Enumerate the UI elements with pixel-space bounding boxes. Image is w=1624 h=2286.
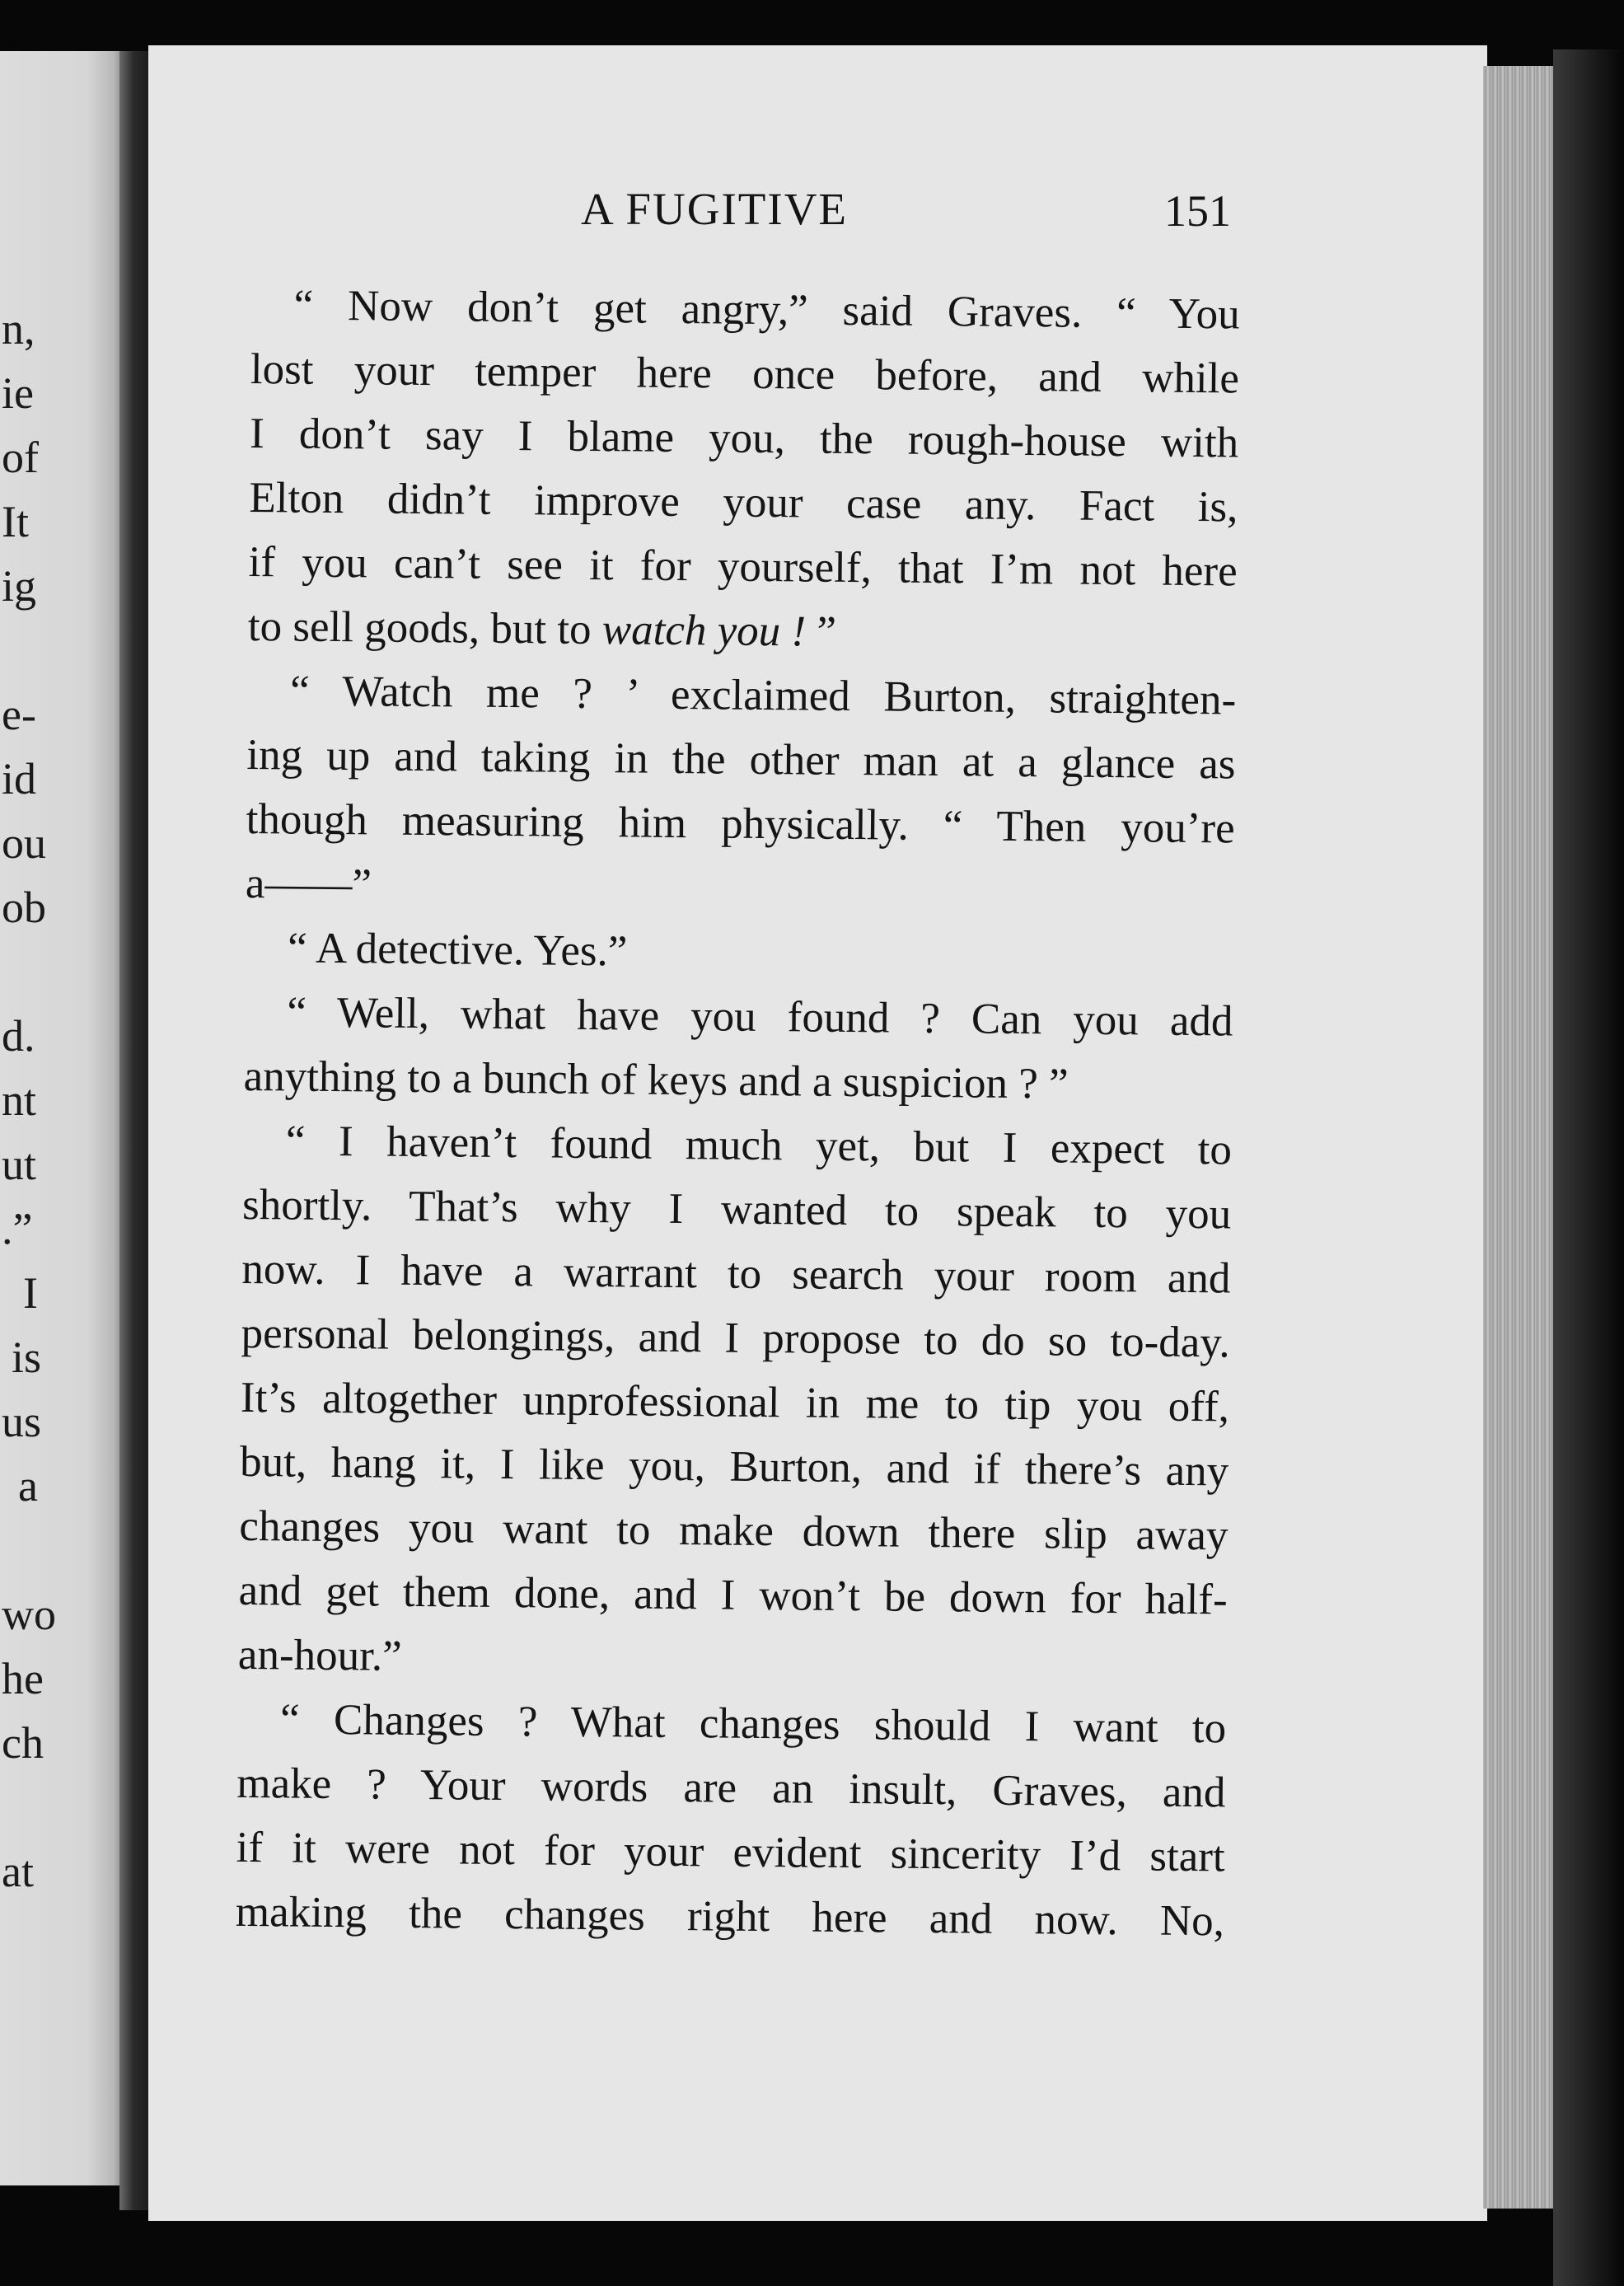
left-fragment: n, <box>2 304 35 354</box>
left-fragment: It <box>2 497 29 546</box>
running-head: A FUGITIVE <box>581 184 849 234</box>
left-fragment: he <box>2 1654 44 1703</box>
text-line: “ Watch me ? ’ exclaimed Burton, straighten- <box>289 667 1237 724</box>
text-line: make ? Your words are an insult, Graves, and <box>236 1759 1226 1817</box>
left-page-text-fragments <box>0 51 124 2185</box>
text-line: “ I haven’t found much yet, but I expect to <box>285 1117 1233 1174</box>
text-line: though measuring him physically. “ Then you’re <box>246 794 1235 853</box>
scan-border-shadow <box>1553 49 1624 2286</box>
left-fragment: .” <box>2 1204 33 1253</box>
left-fragment: ob <box>2 883 46 932</box>
left-fragment: d. <box>2 1011 35 1061</box>
text-line: “ Now don’t get angry,” said Graves. “ You <box>293 281 1240 339</box>
left-fragment: a <box>18 1461 38 1511</box>
left-fragment: ch <box>2 1718 44 1768</box>
text-line: “ Well, what have you found ? Can you add <box>287 988 1233 1046</box>
text-line: anything to a bunch of keys and a suspicion ? ” <box>243 1052 1069 1108</box>
text-line: lost your temper here once before, and while <box>250 344 1240 403</box>
text-line: “ Changes ? What changes should I want to <box>279 1695 1227 1753</box>
text-line: I don’t say I blame you, the rough-house with <box>249 409 1239 467</box>
left-fragment: ut <box>2 1140 37 1189</box>
text-line: shortly. That’s why I wanted to speak to you <box>241 1180 1232 1239</box>
left-page-edge <box>0 51 124 2185</box>
left-fragment: wo <box>2 1590 56 1639</box>
text-line: ing up and taking in the other man at a glance as <box>246 730 1236 789</box>
text-line: now. I have a warrant to search your room and <box>241 1244 1231 1303</box>
page-stack-edge <box>1483 66 1557 2209</box>
left-fragment: ou <box>2 818 46 868</box>
left-fragment: e- <box>2 690 36 739</box>
text-line: and get them done, and I won’t be down for half- <box>238 1566 1228 1624</box>
left-fragment: of <box>2 433 39 482</box>
text-line: It’s altogether unprofessional in me to tip you off, <box>240 1373 1230 1431</box>
left-fragment: nt <box>2 1075 37 1125</box>
emphasis-text: watch you ! <box>601 606 807 656</box>
left-fragment: is <box>12 1333 42 1382</box>
text-line: personal belongings, and I propose to do so to-day. <box>241 1309 1230 1367</box>
left-fragment: ig <box>2 561 37 611</box>
text-line: if you can’t see it for yourself, that I’m not here <box>248 537 1238 596</box>
text-line <box>248 600 1238 663</box>
text-line: an-hour.” <box>237 1630 402 1680</box>
left-fragment: id <box>2 754 37 803</box>
text-line: Elton didn’t improve your case any. Fact is, <box>249 473 1238 532</box>
left-fragment: at <box>2 1847 34 1896</box>
text-line-start: to sell goods, but to <box>247 602 603 654</box>
page-number: 151 <box>1164 186 1231 236</box>
text-line: changes you want to make down there slip away <box>239 1501 1229 1560</box>
text-line: making the changes right here and now. No, <box>235 1887 1225 1946</box>
book-gutter <box>119 51 151 2210</box>
text-line-end: ” <box>805 607 837 656</box>
left-fragment: I <box>23 1268 38 1318</box>
left-fragment: us <box>2 1397 42 1446</box>
text-line: “ A detective. Yes.” <box>287 924 628 976</box>
text-line: but, hang it, I like you, Burton, and if there’s any <box>239 1437 1229 1496</box>
text-line: if it were not for your evident sincerity I’d start <box>236 1823 1225 1881</box>
text-line: a——” <box>245 859 372 909</box>
left-fragment: ie <box>2 368 34 418</box>
